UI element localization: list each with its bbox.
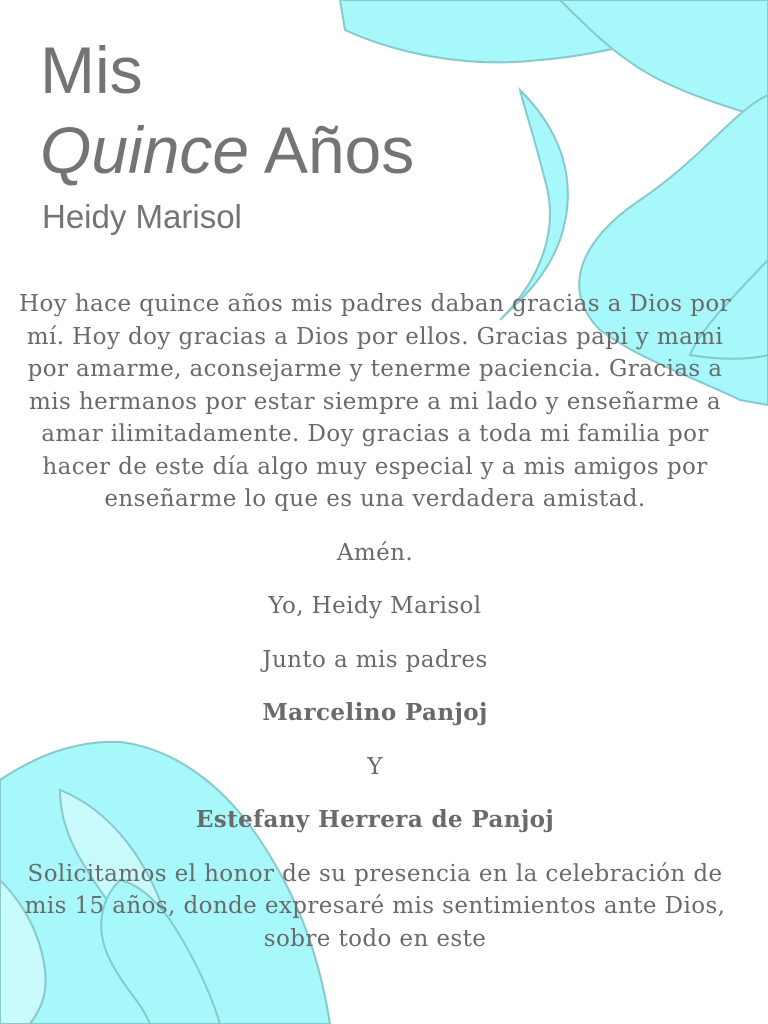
junto-line: Junto a mis padres <box>262 646 488 673</box>
subtitle-name: Heidy Marisol <box>42 198 242 235</box>
title-quince-anos <box>40 110 414 190</box>
yo-line: Yo, Heidy Marisol <box>268 593 482 619</box>
title-anos: Años <box>249 113 415 187</box>
petal-right-inner <box>500 90 568 320</box>
mother-name: Estefany Herrera de Panjoj <box>195 806 555 833</box>
title-quince: Quince <box>40 113 250 187</box>
father-name: Marcelino Panjoj <box>262 699 488 726</box>
y-line: Y <box>367 753 383 780</box>
amen-line: Amén. <box>336 539 414 566</box>
invitation-body <box>16 288 734 976</box>
title-mis: Mis <box>40 33 143 107</box>
petal-top-right-2 <box>560 0 768 120</box>
invite-paragraph: Solicitamos el honor de su presencia en la celebración de mis 15 años, donde expresaré mis sentimientos ante Dios, sobre todo en este <box>24 860 726 952</box>
header <box>40 30 414 238</box>
intro-paragraph: Hoy hace quince años mis padres daban gracias a Dios por mí. Hoy doy gracias a Dios por ellos. Gracias papi y mami por amarme, aconsejarme y tenerme paciencia. Gracias a mis hermanos por estar siempre a mi lado y enseñarme a amar ilimitadamente. Doy gracias a toda mi familia por hacer de este día algo muy especial y a mis amigos por enseñarme lo que es una verdadera amistad. <box>19 291 731 512</box>
